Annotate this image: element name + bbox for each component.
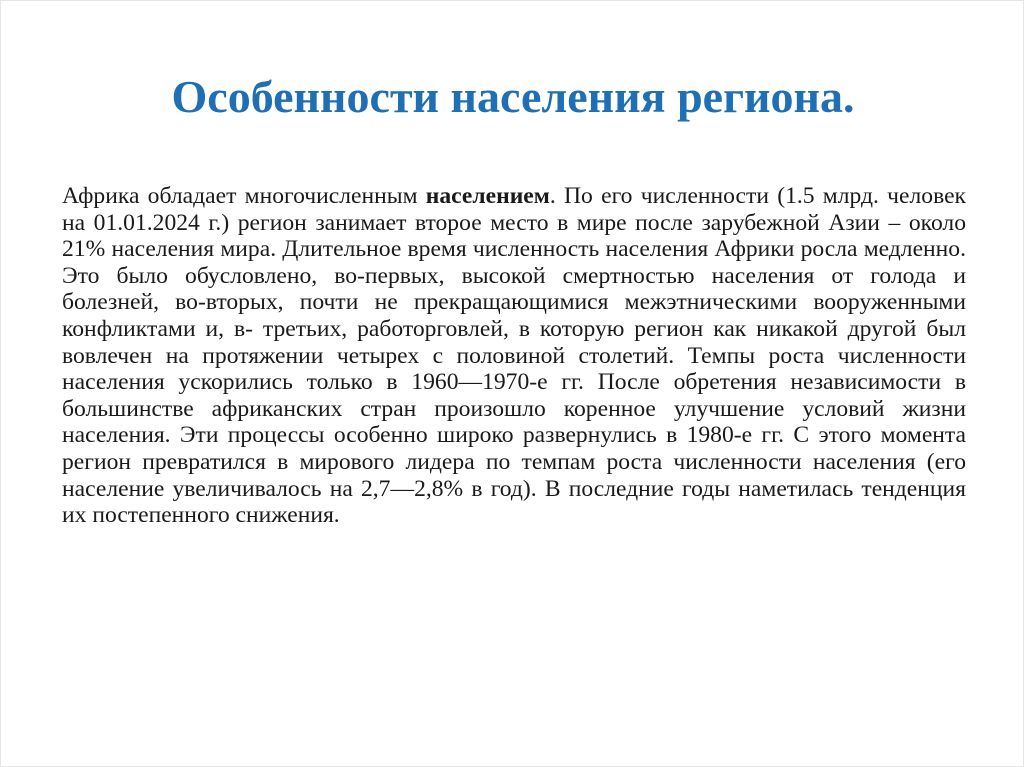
paragraph-intro: Африка обладает многочисленным <box>62 183 426 209</box>
paragraph-bold-term: населением <box>425 183 550 209</box>
paragraph-rest: . По его численности (1.5 млрд. человек на 01.01.2024 г.) регион занимает второе место в мире после зарубежной Азии – около 21% населения мира. Длительное время численность населения Африки росла медленно. Это было обусловлено, во-первых, высокой смертностью населения от голода и болезней, во-вторых, почти не прекращающимися межэтническими вооруженными конфликтами и, в- третьих, работорговлей, в которую регион как никакой другой был вовлечен на протяжении четырех с половиной столетий. Темпы роста численности населения ускорились только в 1960—1970-е гг. После обретения независимости в большинстве африканских стран произошло коренное улучшение условий жизни населения. Эти процессы особенно широко развернулись в 1980-е гг. С этого момента регион превратился в мирового лидера по темпам роста численности населения (его население увеличивалось на 2,7—2,8% в год). В последние годы наметилась тенденция их постепенного снижения. <box>62 183 967 529</box>
slide-title: Особенности населения региона. <box>171 71 855 122</box>
body-paragraph <box>62 183 966 529</box>
